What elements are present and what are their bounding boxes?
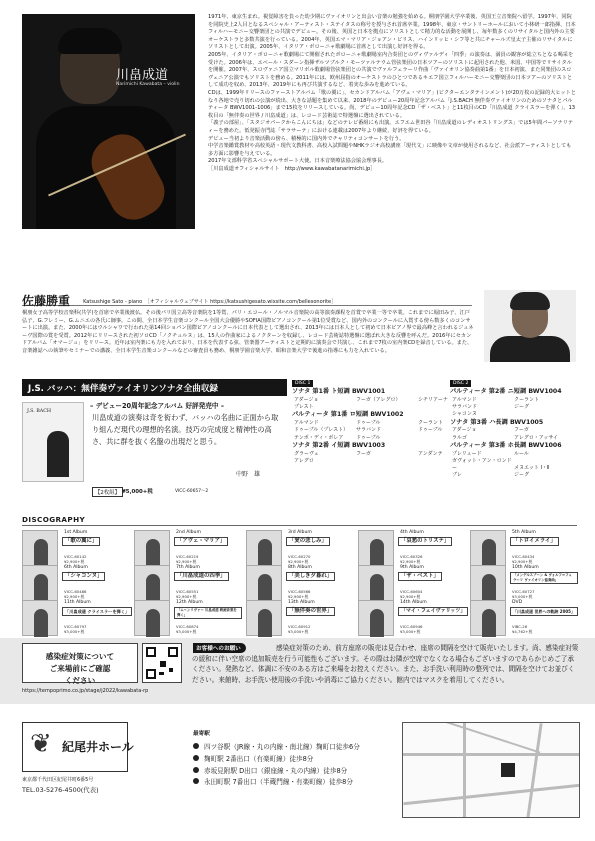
movement: フーガ (356, 450, 371, 457)
album-code: VICC-60270 (288, 554, 311, 559)
album-title: 「歌の翼に」 (62, 537, 100, 546)
album-number: 2nd Album (176, 530, 201, 535)
album-cover (358, 530, 394, 566)
covid-box-line: ご来場前にご確認 (49, 664, 111, 673)
album-cover (22, 565, 58, 601)
movement-list (450, 427, 580, 442)
artist-name-ja: 川畠成道 (116, 68, 169, 83)
album-code: VICC-60566 (288, 589, 311, 594)
bullet-icon (193, 767, 199, 773)
album-number: 10th Album (512, 565, 539, 570)
album-item (246, 600, 354, 642)
hall-tel: TEL.03-5276-4500(代表) (22, 786, 99, 794)
reviewer-name: 中野 雄 (236, 471, 261, 478)
album-item (22, 600, 130, 642)
movement: テンポ・ディ・ボレア (294, 434, 344, 441)
movement: ドゥーブル（プレスト） (294, 427, 349, 434)
pianist-photo (484, 290, 576, 362)
request-label: お客様へのお願い (193, 643, 246, 653)
album-price: ¥3,000+税 (512, 594, 533, 599)
album-price: ¥5,000+税 (122, 489, 153, 495)
movement: ドゥーブル (418, 427, 443, 434)
work-title: ソナタ 第1番 ト短調 BWV1001 (292, 388, 386, 396)
album-item (470, 600, 578, 642)
request-text: 感染症対策のため、前方座席の販売は見合わせ、座席の間隔を空けて販売いたします。尚、感染症対策の緩和に伴い空席の追加販売を行う可能性もございます。その際はお隣が空席でなくなる場合もございますのであらかじめご了承ください。発熱など、体調に不安のある方はご来場をお控えください。また、お手洗い利用時の整列では、間隔を空けてお並びください。来館時、お手洗い使用後の手洗いや消毒にご協力ください。館内ではマスクを着用してください。 (192, 644, 579, 684)
album-cover (358, 565, 394, 601)
album-number: 9th Album (400, 565, 424, 570)
covid-box-line: 感染症対策について (45, 652, 115, 661)
album-code: VICC-60912 (288, 624, 311, 629)
bio-paragraph: 2017年文部科学省スペシャルサポート大使。日本音楽療法協会協会理事長。 (208, 158, 388, 165)
bio-paragraph: 「義子の部屋」、「スタジオパークからこんにちは」などのテレビ番組にも出演。エフエム世田谷「川畠成道のレディオストリングス」では5年間パーソナリティーを務めた。低発振寺門誌「サラサーテ」における連載は2007年より継続、好評を得ている。 (208, 120, 574, 134)
album-price: ¥3,000+税 (400, 629, 421, 634)
album-title: 「トロイメライ」 (510, 537, 559, 546)
movement: ラルゴ (452, 434, 467, 441)
movement: アルマンド (452, 396, 477, 403)
album-cover (246, 565, 282, 601)
work-title: ソナタ 第2番 イ短調 BWV1003 (292, 441, 386, 449)
album-cover (22, 600, 58, 636)
disc-label: DISC 2 (450, 380, 471, 387)
album-code: VICC-60946 (400, 624, 423, 629)
artist-biography (208, 14, 576, 173)
album-title: 「川畠成道の四季」 (174, 572, 229, 581)
bio-paragraph: 2005年、イタリア・ボローニャ歌劇場にて開催されたボローニャ歌劇場室内合奏団とのヴィヴァルディ「四季」の演奏は、満員の観客が総立ちとなる喝采を受けた。2006年は、エベール・スダーン指揮ザルツブルク・モーツァルテウム管弦楽団の日本ツアーのソリストに起用された他、米国、中国等でリサイタルを開催。2007年、スロヴァニア国立マリボル歌劇場管弦楽団との共演でヴァルフェラーリ作曲「ヴァイオリン協奏曲第1番」を日本初演、また同楽団のスロヴェニア公演でもソリストを務める。2011年には、欧州屈指のオーケストラのひとつであるキエフ国立フィルハーモニー交響楽団の日本ツアーのソリストとして成功を収め、2013年、2019年にも再び共演するなど、着実な歩みを進めている。 (208, 51, 574, 89)
movement: ジーグ (514, 404, 530, 411)
access-map (402, 722, 580, 818)
album-cover (246, 530, 282, 566)
album-title: 「アヴェ・マリア」 (174, 537, 228, 546)
album-title: 「哀愁のトリステ」 (398, 537, 452, 546)
station-item: 麹町駅 2番出口（有楽町線）徒歩8分 (193, 754, 360, 766)
movement: アレグロ・アッサイ (514, 434, 559, 441)
station-list (193, 742, 360, 789)
album-code: VICC-60657〜2 (175, 489, 209, 494)
hall-name: 紀尾井ホール (62, 740, 134, 754)
nearest-station-title: 最寄駅 (193, 731, 210, 737)
pianist-header (22, 290, 472, 306)
album-cover (470, 530, 506, 566)
disc-label: DISC 1 (292, 380, 313, 387)
album-price: ¥2,900+税 (288, 594, 309, 599)
album-price: ¥2,900+税 (400, 594, 421, 599)
pianist-biography: 桐朋女子高等学校音楽科(共学)を首席で卒業後渡仏。その後パリ国立高等音楽院を1等賞、パリ・エコール・ノルマル音楽院の高等演奏課程を首賞で卒業一等で卒業。これまでに堀田み子、江戸弘子、G.フレミー、G.ムニエの各氏に師事。この間、全日本学生音楽コンクール全国大会優勝やSOFIA国際ピアノコンクール第1位受賞など、国内外のコンクールに入賞する傍ら数多くのコンサートに出演。また、2000年にはウルシャワで行われた第14回ショパン国際ピアノコンクールに日本代表として選出され、2013年には日本人として初めて日本ピアノ界で最高峰と言われるジュネーヴ国際の賞を受賞。2012年にリリースされた初ソロCD「ノクチュルヌ」は、15人の作曲家によるノクターンを収録し、レコード芸術誌特選盤に選ばれ大きな反響を呼んだ。2016年にセカンドアルバム「オマージュ」をリリース。近年は室内楽にも力を入れており、日本を代表する弦、管楽器アーティストと定期的に演奏会で共演し、これまで7枚の室内楽CDを録音している。また、音楽雑誌への執筆やセミナーでの講義、全日本学生音楽コンクールなどの審査員も務め、桐朋学園音楽大学、昭和音楽大学で後進の指導にも力を入れている。 (22, 310, 474, 354)
qr-code-icon[interactable] (142, 643, 182, 683)
album-title: 「ザ・ベスト」 (398, 572, 442, 581)
album-cover (134, 600, 170, 636)
bio-paragraph: 1971年、東京生まれ。視覚障害を負った幼少期にヴァイオリンと出会い音楽の勉強を始める。桐朋学園大学卒業後、英国王立音楽院へ留学。1997年、同院を同院史上2人目となるスペシャル・アーティスト・ステイタスの称号を授与され首席卒業。1998年、東京・サントリーホールにおいて小林研一郎指揮、日本フィルハーモニー交響楽団との共演でデビュー。その後、英国と日本を拠点にソリストとして精力的な活動を展開し、毎年数多くのリサイタルと国内外の主要オーケストラと多数共演を行っている。2004年、英国エマ・マリア・ジョアン・ビリス、ハインリッヒ・シフ等と共にチャールズ皇太子主催のリサイタルにソリストとして出演。2005年、イタリア・ボローニャ歌劇場に首席として出演し好評を得る。 (208, 14, 576, 51)
album-price: ¥2,900+税 (288, 559, 309, 564)
album-price: ¥3,000+税 (288, 629, 309, 634)
album-price: ¥2,900+税 (64, 559, 85, 564)
movement: グラーヴェ (294, 450, 319, 457)
album-title: 「無伴奏の世界」 (286, 607, 335, 616)
cover-title: J.S. BACH (27, 409, 52, 414)
album-number: 13th Album (288, 600, 315, 605)
station-item: 永田町駅 7番出口（半蔵門線・有楽町線）徒歩8分 (193, 777, 360, 789)
work-title: パルティータ 第1番 ロ短調 BWV1002 (292, 411, 404, 419)
album-number: 8th Album (288, 565, 312, 570)
album-title: 「ムーンリヴァー 川畠成道 映画音楽を弾く」 (174, 607, 242, 619)
album-cover (470, 600, 506, 636)
movement: ドゥーブル (356, 420, 381, 427)
artist-photo (22, 14, 195, 229)
album-number: 4th Album (400, 530, 424, 535)
album-code: VICC-60486 (64, 589, 87, 594)
album-title: 「愛の悲しみ」 (286, 537, 330, 546)
station-item: 四ツ谷駅（JR線・丸の内線・南北線）麹町口徒歩6分 (193, 742, 360, 754)
album-price: ¥3,000+税 (64, 629, 85, 634)
hall-address: 東京都千代田区紀尾井町6番5号 (22, 777, 94, 783)
disc2-tracklist (450, 380, 580, 480)
movement: クーラント (418, 420, 444, 427)
bullet-icon (193, 743, 199, 749)
hall-logo-icon: ❦ (30, 729, 52, 759)
album-title: 「マイ・フェイヴァリッツ」 (398, 607, 468, 616)
bio-paragraph: CDは、1999年リリースのファーストアルバム「歌の翼に」、セカンドアルバム「アヴェ・マリア」(ビクターエンタテインメント)が20万枚の記録的大ヒットとなり各地で売り切れの公演が続出、大きな話題を集めて以来、2018年のデビュー20周年記念アルバム「J.S.BACH 無伴奏ヴァイオリンのためのソナタとパルティータ BWV1001-1006」まで15枚をリリースしている。尚、デビュー10周年記念CD「ザ・ベスト」と11枚目のCD「川畠成道 クライスラーを弾く」、13枚目の「無伴奏の世界 / 川畠成道」は、レコード芸術誌で特選盤に選出されている。 (208, 89, 576, 119)
work-title: パルティータ 第2番 ニ短調 BWV1004 (450, 388, 562, 396)
disc-count: 【2枚組】 (92, 487, 123, 497)
album-price: ¥2,900+税 (512, 559, 533, 564)
movement: プレスト (294, 404, 314, 411)
covid-measures-box[interactable] (22, 643, 138, 683)
album-code: VICC-60727 (512, 589, 535, 594)
movement: アダージョ (294, 396, 319, 403)
movement: フーガ（アレグロ） (356, 396, 401, 403)
movement: ブレ (452, 472, 462, 479)
album-cover (134, 530, 170, 566)
album-title: 「川畠成道 世界への軌跡 2005」 (510, 607, 578, 616)
bach-album-lead: – デビュー20周年記念アルバム 好評発売中 – (90, 402, 225, 410)
movement-list (450, 397, 580, 419)
album-number: 7th Album (176, 565, 200, 570)
album-price: ¥3,000+税 (176, 629, 197, 634)
work-title: ソナタ 第3番 ハ長調 BWV1005 (450, 418, 544, 426)
work-title: パルティータ 第3番 ホ長調 BWV1006 (450, 441, 562, 449)
movement: サラバンド (452, 404, 478, 411)
album-number: 3rd Album (288, 530, 312, 535)
discography-title: DISCOGRAPHY (22, 515, 86, 524)
album-code: VICC-60326 (400, 554, 423, 559)
movement: シャコンヌ (452, 411, 477, 418)
bio-paragraph: 中学音楽鑑賞教材や高校英語・現代文教科書、高校入試問題やNHKラジオ高校講座「現代文」に映像や文章が使用されるなど、社会派アーティストとしても多方面に影響を与えている。 (208, 143, 572, 157)
movement: プレリュード (452, 450, 482, 457)
album-code: VICC-60797 (64, 624, 87, 629)
album-price: ¥2,900+税 (64, 594, 85, 599)
album-item (134, 600, 242, 642)
album-code: VICC-60874 (176, 624, 199, 629)
bach-album-cover (22, 402, 84, 482)
movement: アレグロ (294, 457, 314, 464)
album-price: ¥4,762+税 (512, 629, 533, 634)
album-number: 1st Album (64, 530, 88, 535)
album-number: 14th Album (400, 600, 427, 605)
movement: アダージョ (452, 427, 477, 434)
album-number: 12th Album (176, 600, 203, 605)
movement: ガヴォット・アン・ロンドー (452, 457, 512, 472)
album-title: 「シャコンヌ」 (62, 572, 105, 581)
divider (22, 525, 577, 526)
movement: シチリアーナ (418, 396, 448, 403)
album-code: VICC-60434 (512, 554, 535, 559)
movement: サラバンド (356, 427, 382, 434)
album-code: VICC-60604 (400, 589, 423, 594)
artist-name-en: Narimichi Kawabata – violin (116, 82, 180, 87)
hall-location-marker-icon (501, 763, 515, 777)
covid-box-line: ください (64, 676, 96, 685)
covid-info-url[interactable]: https://tempoprimo.co.jp/stage/j2022/kawabata-rp (22, 688, 149, 694)
album-code: VICC-60551 (176, 589, 199, 594)
album-cover (358, 600, 394, 636)
album-price: ¥2,900+税 (400, 559, 421, 564)
movement: ルール (514, 450, 529, 457)
album-price: ¥2,900+税 (176, 594, 197, 599)
movement: アルマンド (294, 420, 319, 427)
movement: ドゥーブル (356, 434, 381, 441)
movement: フーガ (514, 427, 529, 434)
bach-album-banner: J.S. バッハ：無伴奏ヴァイオリンソナタ全曲収録 (22, 379, 287, 396)
album-cover (22, 530, 58, 566)
movement: クーラント (514, 396, 540, 403)
pianist-subtitle[interactable]: Katsushige Sato - piano ［オフィシャルウェブサイト https://katsushigesato.wixsite.com/bellesonorite］ (83, 299, 337, 305)
movement: アンダンテ (418, 450, 443, 457)
album-title: 「美しき夕暮れ」 (286, 572, 335, 581)
album-number: 5th Album (512, 530, 536, 535)
station-item: 赤坂見附駅 D出口（銀座線・丸の内線）徒歩8分 (193, 766, 360, 778)
album-item (358, 600, 466, 642)
movement: メヌエット Ⅰ・Ⅱ (514, 465, 550, 472)
album-code: VICC-60142 (64, 554, 87, 559)
bio-paragraph: デビュー当初より音楽活動の傍ら、積極的に国内外でチャリティコンサートを行う。 (208, 135, 405, 142)
album-code: VICC-60219 (176, 554, 199, 559)
album-price: ¥2,900+税 (176, 559, 197, 564)
album-title: 「川畠成道 クライスラーを弾く」 (62, 607, 132, 616)
movement: ジーグ (514, 472, 530, 479)
album-number: DVD (512, 600, 523, 605)
bullet-icon (193, 778, 199, 784)
movement-list (450, 451, 580, 480)
album-cover (134, 565, 170, 601)
pianist-name: 佐藤勝重 (22, 294, 71, 308)
album-cover (470, 565, 506, 601)
album-number: 6th Album (64, 565, 88, 570)
album-code: VIBC-26 (512, 624, 528, 629)
official-site-link[interactable]: ［川畠成道オフィシャルサイト http://www.kawabatanarimichi.jp］ (208, 165, 376, 172)
album-cover (246, 600, 282, 636)
album-number: 11th Album (64, 600, 91, 605)
bach-album-review: 川畠成道の演奏は奇を衒わず、バッハの名曲に正面から取り組んだ現代の理想的名演。技巧の完成度と精神性の高さ、共に群を抜く名盤の出現だと思う。 (92, 413, 279, 446)
bullet-icon (193, 755, 199, 761)
album-title: 「メンデルスゾーン & ヴォルフ＝フェラーリ ヴァイオリン協奏曲」 (510, 572, 578, 584)
